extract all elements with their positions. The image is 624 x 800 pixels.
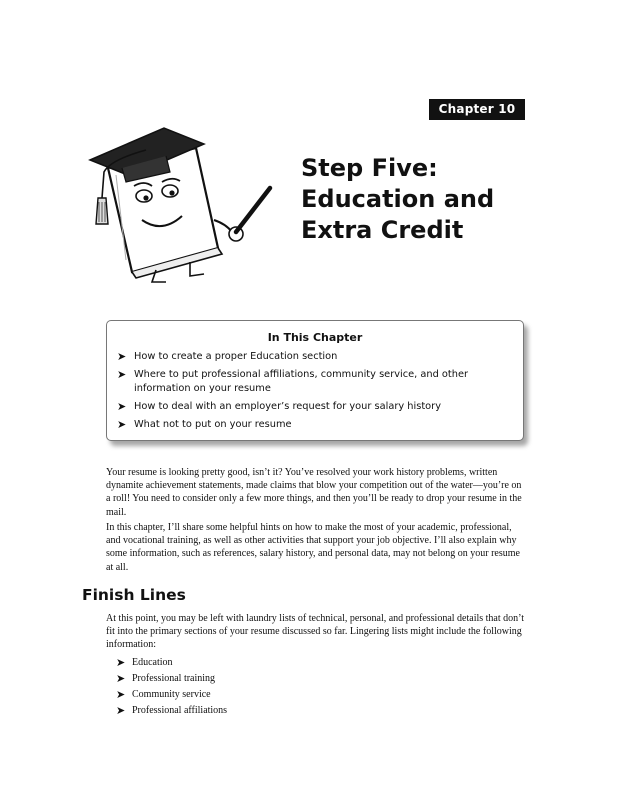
intro-paragraph: In this chapter, I’ll share some helpful hints on how to make the most of your academic, professional, and vocational training, as well as other activities that support your job objective. I’ll also explain why some information, such as references, salary history, and personal data, may not belong on your resume at all. xyxy=(106,522,520,573)
arrow-bullet-icon: ➤ xyxy=(116,705,126,717)
finish-lines-list xyxy=(116,655,227,719)
in-this-chapter-box xyxy=(106,320,524,441)
list-item: ➤ Community service xyxy=(116,689,211,701)
list-item: ➤ How to create a proper Education section xyxy=(117,350,338,363)
chapter-label: Chapter 10 xyxy=(429,99,525,120)
arrow-bullet-icon: ➤ xyxy=(117,350,127,363)
arrow-bullet-icon: ➤ xyxy=(116,689,126,701)
arrow-bullet-icon: ➤ xyxy=(117,368,127,381)
graduation-cap-paper-mascot-icon xyxy=(86,120,286,290)
section-paragraph: At this point, you may be left with laundry lists of technical, personal, and professional details that don’t fit into the primary sections of your resume discussed so far. Lingering lists might include the following information: xyxy=(106,613,525,651)
list-item: ➤ Professional affiliations xyxy=(116,705,228,717)
list-item: ➤ Education xyxy=(116,657,173,669)
arrow-bullet-icon: ➤ xyxy=(117,400,127,413)
intro-paragraph: Your resume is looking pretty good, isn’t it? You’ve resolved your work history problems, written dynamite achievement statements, made claims that blow your competition out of the water—you’re on a roll! You need to consider only a few more things, and then you’ll be ready to drop your resume in the mail. xyxy=(106,467,522,518)
list-item: ➤ Where to put professional affiliations, community service, and other information on your resume xyxy=(117,368,469,394)
in-this-chapter-list xyxy=(117,350,513,436)
list-item: ➤ How to deal with an employer’s request for your salary history xyxy=(117,400,441,413)
arrow-bullet-icon: ➤ xyxy=(117,418,127,431)
arrow-bullet-icon: ➤ xyxy=(116,657,126,669)
chapter-title-line: Education and xyxy=(301,185,495,213)
chapter-title-line: Step Five: xyxy=(301,154,438,182)
list-item: ➤ What not to put on your resume xyxy=(117,418,292,431)
chapter-title xyxy=(301,153,494,246)
chapter-title-line: Extra Credit xyxy=(301,216,464,244)
arrow-bullet-icon: ➤ xyxy=(116,673,126,685)
list-item: ➤ Professional training xyxy=(116,673,216,685)
in-this-chapter-heading: In This Chapter xyxy=(267,331,363,344)
section-heading: Finish Lines xyxy=(82,586,186,604)
